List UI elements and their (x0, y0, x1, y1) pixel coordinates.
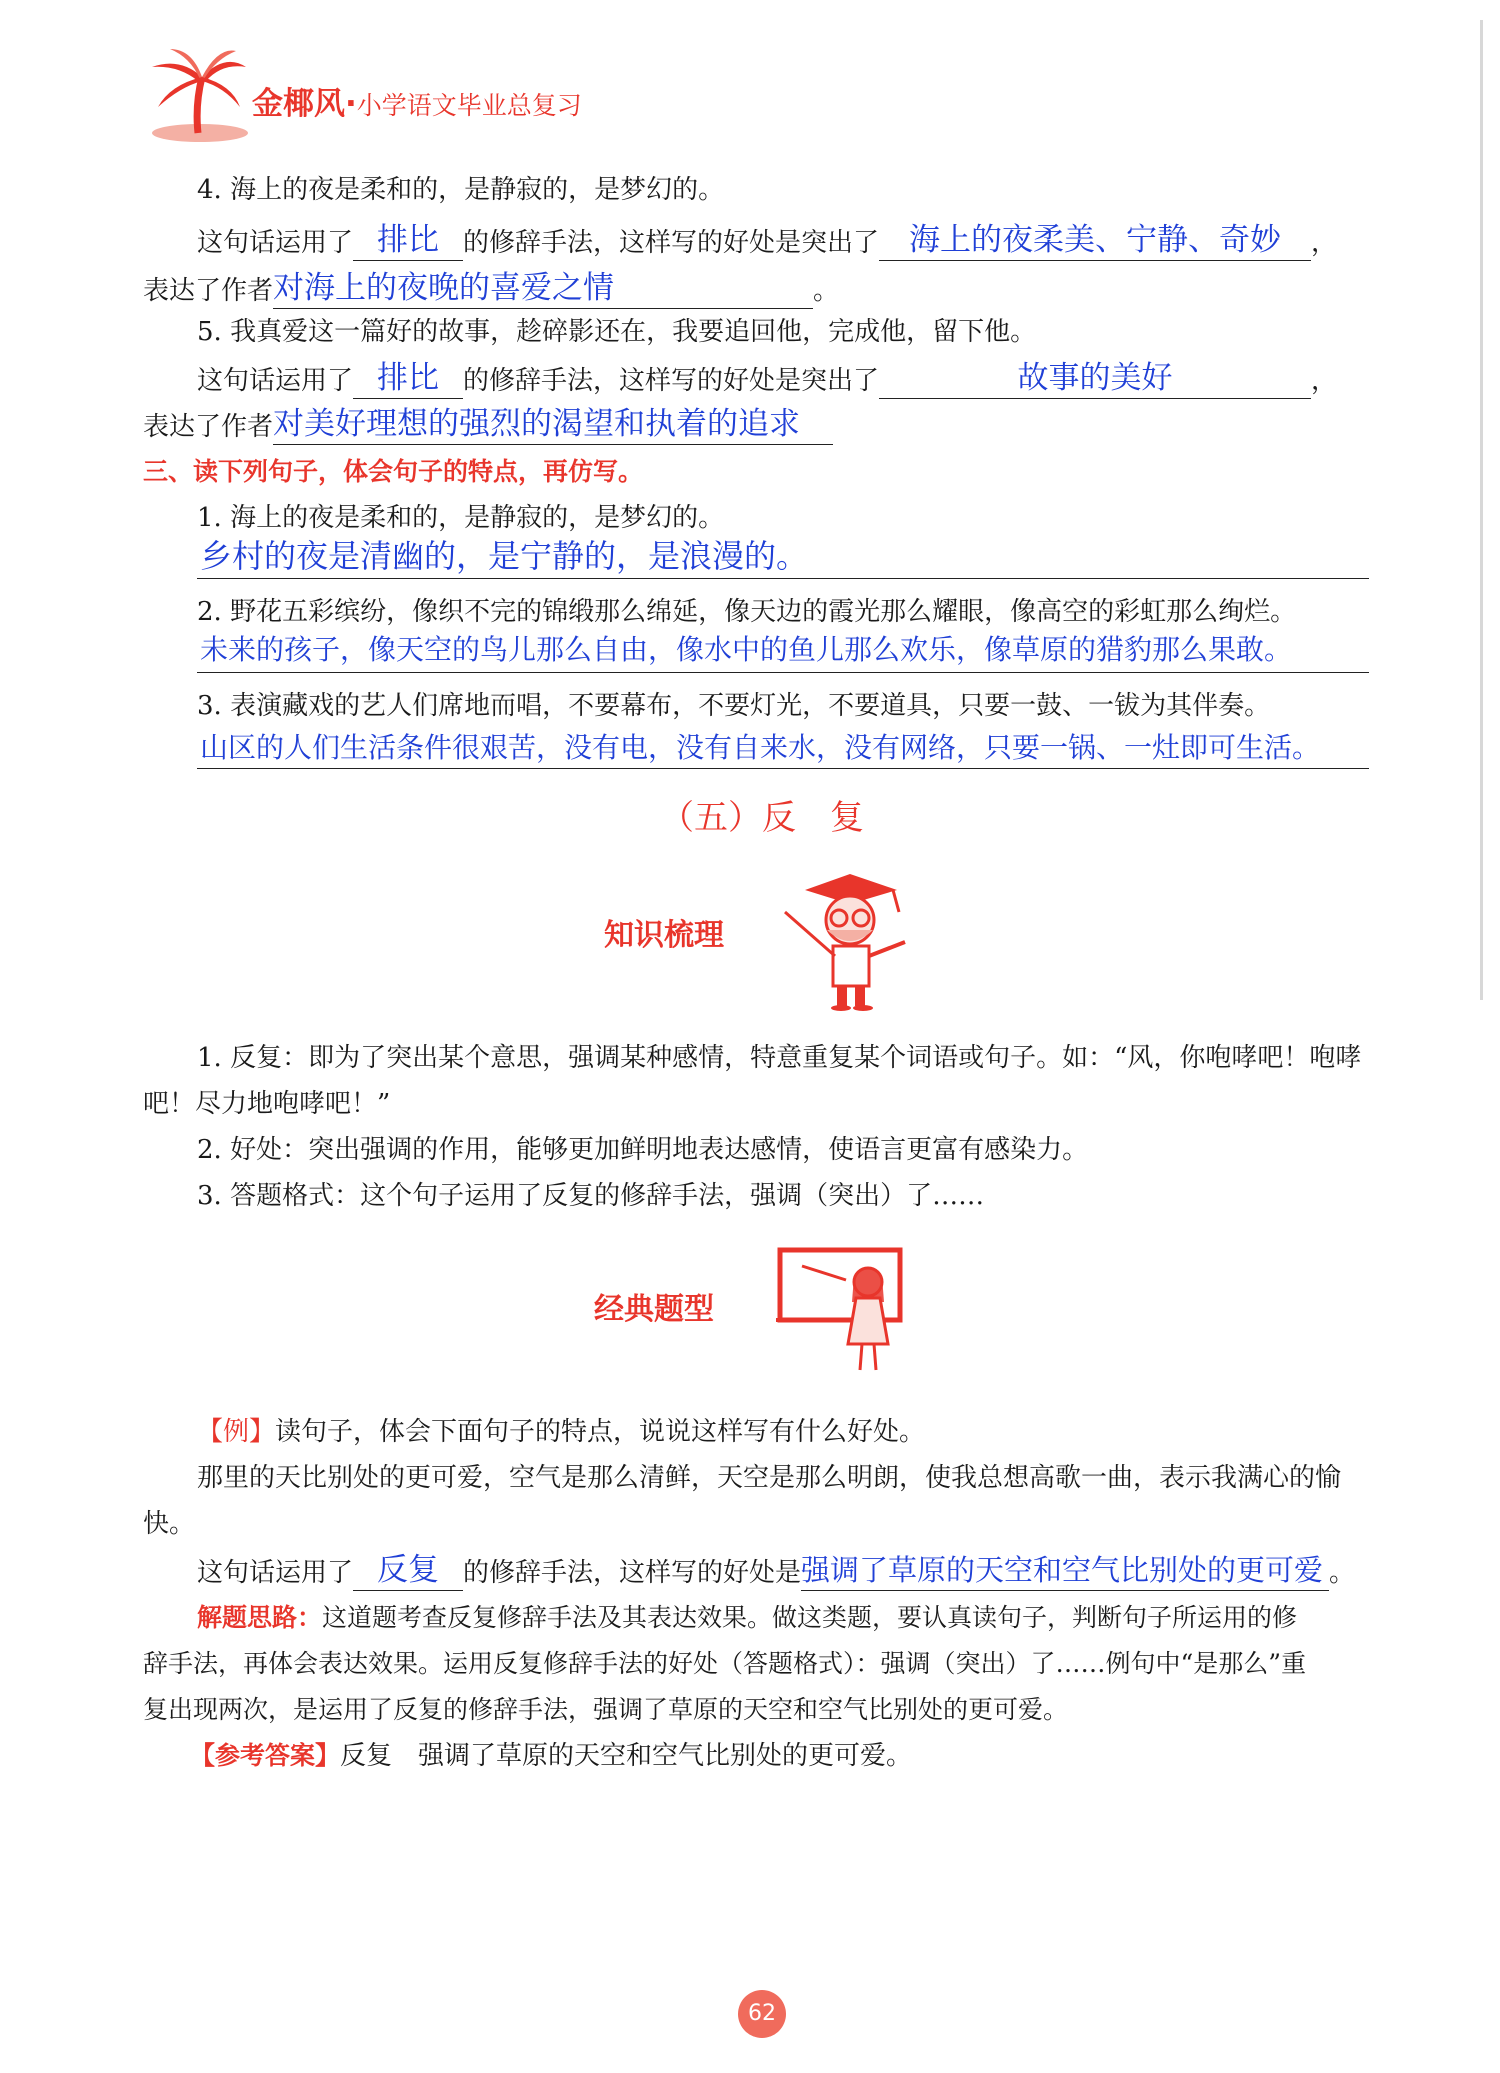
reference-label: 【参考答案】 (190, 1741, 341, 1770)
page-number-badge (738, 1990, 786, 2038)
example-answer-line (197, 1552, 1355, 1591)
s3-item2-answer: 未来的孩子，像天空的鸟儿那么自由，像水中的鱼儿那么欢乐，像草原的猎豹那么果敢。 (200, 633, 1293, 666)
s3-item1-underline (197, 578, 1369, 579)
example-tag: 【例】 (197, 1417, 276, 1447)
example-mid: 的修辞手法，这样写的好处是 (463, 1558, 802, 1588)
s3-item2-text: 2. 野花五彩缤纷，像织不完的锦缎那么绵延，像天边的霞光那么耀眼，像高空的彩虹那么绚烂。 (197, 597, 1297, 627)
q5-mid: 的修辞手法，这样写的好处是突出了 (463, 366, 880, 396)
reference-answer (190, 1738, 912, 1774)
example-answer-device: 反复 (377, 1552, 440, 1588)
q5-answer-effect: 故事的美好 (1017, 360, 1173, 396)
q5-answer-emotion: 对美好理想的强烈的渴望和执着的追求 (273, 406, 801, 442)
q4-answer-effect: 海上的夜柔美、宁静、奇妙 (909, 222, 1282, 258)
page-number: 62 (748, 2001, 776, 2026)
page-edge (1480, 20, 1483, 1000)
section3-heading: 三、读下列句子，体会句子的特点，再仿写。 (143, 457, 644, 486)
thinking-line1 (197, 1600, 1297, 1636)
q5-answer-device: 排比 (377, 360, 440, 396)
brand-name: 金椰风 (252, 86, 345, 122)
knowledge-badge: 知识梳理 (604, 918, 724, 953)
thinking-label: 解题思路： (197, 1603, 323, 1632)
q5-comma: ， (1311, 366, 1338, 396)
q5-prefix2: 表达了作者 (143, 412, 274, 442)
knowledge-point2: 2. 好处：突出强调的作用，能够更加鲜明地表达感情，使语言更富有感染力。 (197, 1135, 1089, 1165)
q5-answer-line2 (143, 406, 833, 445)
thinking-line2: 辞手法，再体会表达效果。运用反复修辞手法的好处（答题格式）：强调（突出）了……例句中“是那么”重 (143, 1649, 1307, 1678)
q4-answer-line1 (197, 222, 1337, 261)
q4-period: 。 (813, 276, 840, 306)
s3-item3-underline (197, 768, 1369, 769)
example-sentence-a: 那里的天比别处的更可爱，空气是那么清鲜，天空是那么明朗，使我总想高歌一曲，表示我满心的愉 (197, 1463, 1342, 1493)
q4-mid: 的修辞手法，这样写的好处是突出了 (463, 228, 880, 258)
example-period: 。 (1329, 1558, 1356, 1588)
q4-answer-emotion: 对海上的夜晚的喜爱之情 (273, 270, 615, 306)
brand-dot: · (345, 86, 357, 122)
q4-answer-device: 排比 (377, 222, 440, 258)
example-sentence-b: 快。 (143, 1509, 196, 1539)
q4-comma: ， (1311, 228, 1338, 258)
header-subtitle: 小学语文毕业总复习 (356, 91, 582, 120)
thinking-line3: 复出现两次，是运用了反复的修辞手法，强调了草原的天空和空气比别处的更可爱。 (143, 1695, 1069, 1724)
s3-item3-text: 3. 表演藏戏的艺人们席地而唱，不要幕布，不要灯光，不要道具，只要一鼓、一钹为其伴奏。 (197, 691, 1271, 721)
palm-logo (140, 45, 250, 145)
knowledge-point3: 3. 答题格式：这个句子运用了反复的修辞手法，强调（突出）了…… (197, 1181, 985, 1211)
example-prefix: 这句话运用了 (197, 1558, 354, 1588)
example-question: 读句子，体会下面句子的特点，说说这样写有什么好处。 (275, 1417, 926, 1447)
s3-item1-answer: 乡村的夜是清幽的，是宁静的，是浪漫的。 (200, 537, 809, 575)
q5-sentence: 5. 我真爱这一篇好的故事，趁碎影还在，我要追回他，完成他，留下他。 (197, 317, 1037, 347)
q5-answer-line1 (197, 360, 1337, 399)
s3-item2-underline (197, 672, 1369, 673)
knowledge-point1b: 吧！尽力地咆哮吧！” (143, 1089, 391, 1119)
q4-prefix2: 表达了作者 (143, 276, 274, 306)
reference-text: 反复 强调了草原的天空和空气比别处的更可爱。 (340, 1741, 913, 1771)
classic-badge: 经典题型 (594, 1292, 714, 1327)
thinking-text1: 这道题考查反复修辞手法及其表达效果。做这类题，要认真读句子，判断句子所运用的修 (322, 1603, 1298, 1632)
knowledge-point1a: 1. 反复：即为了突出某个意思，强调某种感情，特意重复某个词语或句子。如：“风，你咆哮吧！咆哮 (197, 1043, 1362, 1073)
q4-sentence: 4. 海上的夜是柔和的，是静寂的，是梦幻的。 (197, 175, 725, 205)
s3-item3-answer: 山区的人们生活条件很艰苦，没有电，没有自来水，没有网络，只要一锅、一灶即可生活。 (200, 731, 1321, 764)
example-question-line (197, 1414, 925, 1450)
section5-number: （五） (660, 798, 762, 838)
section5-name: 反 复 (762, 798, 864, 838)
teacher-illustration (776, 1246, 916, 1376)
header-brand (252, 84, 582, 126)
q5-prefix: 这句话运用了 (197, 366, 354, 396)
professor-illustration (775, 872, 925, 1012)
q4-answer-line2 (143, 270, 839, 309)
section5-title (660, 796, 864, 840)
s3-item1-text: 1. 海上的夜是柔和的，是静寂的，是梦幻的。 (197, 503, 725, 533)
example-answer-effect: 强调了草原的天空和空气比别处的更可爱 (801, 1553, 1324, 1587)
q4-prefix: 这句话运用了 (197, 228, 354, 258)
